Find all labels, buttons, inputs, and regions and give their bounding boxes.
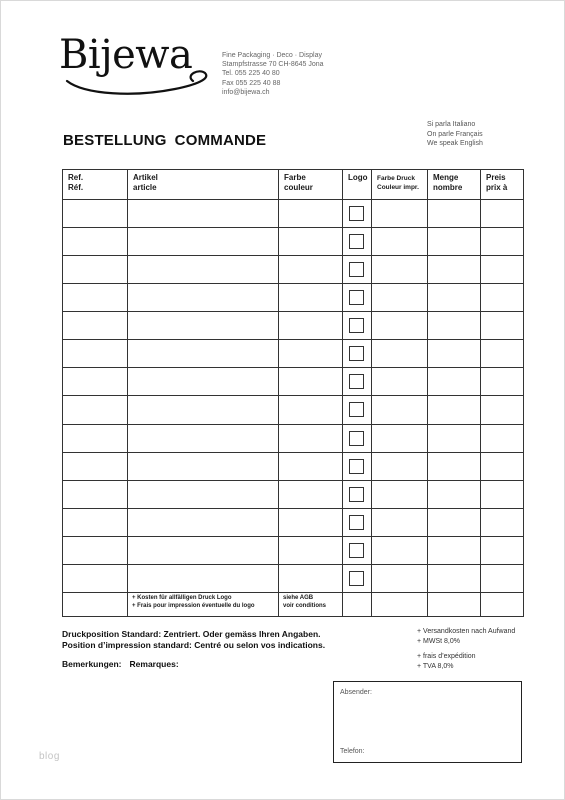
footer-logo-cell [343, 593, 372, 617]
quantity-cell[interactable] [428, 200, 481, 228]
footer-ref-cell [63, 593, 128, 617]
cost-shipping-fr: + frais d’expédition [417, 653, 476, 660]
article-cell[interactable] [128, 256, 279, 284]
logo-cell [343, 396, 372, 424]
sender-box[interactable] [333, 681, 522, 763]
quantity-cell[interactable] [428, 256, 481, 284]
company-tagline: Fine Packaging · Deco · Display [222, 52, 322, 59]
logo-cell [343, 340, 372, 368]
additional-costs [417, 627, 515, 671]
footer-price-cell [481, 593, 524, 617]
article-cell[interactable] [128, 228, 279, 256]
article-cell[interactable] [128, 480, 279, 508]
ref-cell[interactable] [63, 284, 128, 312]
ref-cell[interactable] [63, 340, 128, 368]
price-cell[interactable] [481, 340, 524, 368]
print-color-cell[interactable] [372, 480, 428, 508]
price-cell[interactable] [481, 284, 524, 312]
title-french: COMMANDE [174, 132, 267, 149]
logo-checkbox[interactable] [349, 515, 364, 530]
quantity-cell[interactable] [428, 452, 481, 480]
price-cell[interactable] [481, 396, 524, 424]
price-cell[interactable] [481, 228, 524, 256]
footer-logo-cost-note: + Kosten für allfälligen Druck Logo + Frais pour impression éventuelle du logo [128, 593, 279, 617]
table-row [63, 452, 524, 480]
print-color-cell[interactable] [372, 508, 428, 536]
quantity-cell[interactable] [428, 396, 481, 424]
table-row [63, 536, 524, 564]
print-color-cell[interactable] [372, 312, 428, 340]
color-cell[interactable] [279, 480, 343, 508]
logo-checkbox[interactable] [349, 290, 364, 305]
header-print-color: Farbe Druck Couleur impr. [372, 170, 428, 200]
language-french: On parle Français [427, 130, 483, 138]
color-cell[interactable] [279, 200, 343, 228]
company-phone: Tel. 055 225 40 80 [222, 70, 280, 78]
ref-cell[interactable] [63, 480, 128, 508]
logo-cell [343, 256, 372, 284]
logo-cell [343, 536, 372, 564]
ref-cell[interactable] [63, 368, 128, 396]
color-cell[interactable] [279, 564, 343, 592]
header-ref: Ref. Réf. [63, 170, 128, 200]
logo-checkbox[interactable] [349, 234, 364, 249]
ref-cell[interactable] [63, 228, 128, 256]
article-cell[interactable] [128, 284, 279, 312]
color-cell[interactable] [279, 228, 343, 256]
remarks-label: Bemerkungen: Remarques: [62, 659, 179, 669]
article-cell[interactable] [128, 200, 279, 228]
phone-label: Telefon: [340, 748, 365, 755]
logo-checkbox[interactable] [349, 206, 364, 221]
cost-shipping-de: + Versandkosten nach Aufwand [417, 628, 516, 635]
color-cell[interactable] [279, 508, 343, 536]
ref-cell[interactable] [63, 564, 128, 592]
price-cell[interactable] [481, 536, 524, 564]
price-cell[interactable] [481, 368, 524, 396]
table-row [63, 284, 524, 312]
logo-cell [343, 508, 372, 536]
table-row [63, 396, 524, 424]
languages-spoken [427, 120, 483, 149]
header-article: Artikel article [128, 170, 279, 200]
logo-cell [343, 368, 372, 396]
color-cell[interactable] [279, 452, 343, 480]
table-row [63, 424, 524, 452]
article-cell[interactable] [128, 424, 279, 452]
logo-checkbox[interactable] [349, 262, 364, 277]
logo-swash-graphic [65, 67, 213, 97]
page-title [63, 132, 266, 149]
print-color-cell[interactable] [372, 256, 428, 284]
table-row [63, 340, 524, 368]
quantity-cell[interactable] [428, 312, 481, 340]
color-cell[interactable] [279, 312, 343, 340]
sender-label: Absender: [340, 689, 372, 696]
logo-checkbox[interactable] [349, 431, 364, 446]
logo-checkbox[interactable] [349, 318, 364, 333]
header-logo: Logo [343, 170, 372, 200]
print-color-cell[interactable] [372, 368, 428, 396]
logo-cell [343, 480, 372, 508]
table-row [63, 508, 524, 536]
company-fax: Fax 055 225 40 88 [222, 79, 281, 87]
logo-cell [343, 228, 372, 256]
article-cell[interactable] [128, 340, 279, 368]
article-cell[interactable] [128, 564, 279, 592]
print-position-note-german: Druckposition Standard: Zentriert. Oder gemäss Ihren Angaben. [62, 629, 321, 639]
logo-cell [343, 200, 372, 228]
logo-checkbox[interactable] [349, 571, 364, 586]
article-cell[interactable] [128, 452, 279, 480]
ref-cell[interactable] [63, 396, 128, 424]
color-cell[interactable] [279, 536, 343, 564]
ref-cell[interactable] [63, 312, 128, 340]
table-row [63, 480, 524, 508]
price-cell[interactable] [481, 508, 524, 536]
print-position-notes [62, 629, 325, 651]
price-cell[interactable] [481, 452, 524, 480]
ref-cell[interactable] [63, 536, 128, 564]
article-cell[interactable] [128, 508, 279, 536]
color-cell[interactable] [279, 284, 343, 312]
cost-vat-fr: + TVA 8,0% [417, 662, 454, 670]
price-cell[interactable] [481, 312, 524, 340]
header-price: Preis prix à [481, 170, 524, 200]
article-cell[interactable] [128, 368, 279, 396]
table-row [63, 228, 524, 256]
logo-checkbox[interactable] [349, 346, 364, 361]
table-footer-row [63, 593, 524, 617]
article-cell[interactable] [128, 396, 279, 424]
price-cell[interactable] [481, 200, 524, 228]
footer-agb-note: siehe AGB voir conditions [279, 593, 343, 617]
header-color: Farbe couleur [279, 170, 343, 200]
header-quantity: Menge nombre [428, 170, 481, 200]
print-color-cell[interactable] [372, 228, 428, 256]
table-row [63, 368, 524, 396]
quantity-cell[interactable] [428, 564, 481, 592]
quantity-cell[interactable] [428, 508, 481, 536]
article-cell[interactable] [128, 312, 279, 340]
quantity-cell[interactable] [428, 536, 481, 564]
table-row [63, 312, 524, 340]
table-row [63, 564, 524, 592]
logo-cell [343, 424, 372, 452]
quantity-cell[interactable] [428, 424, 481, 452]
title-german: BESTELLUNG [63, 132, 167, 149]
ref-cell[interactable] [63, 508, 128, 536]
quantity-cell[interactable] [428, 228, 481, 256]
language-english: We speak English [427, 140, 483, 147]
footer-print-color-cell [372, 593, 428, 617]
ref-cell[interactable] [63, 452, 128, 480]
ref-cell[interactable] [63, 256, 128, 284]
company-email: info@bijewa.ch [222, 88, 270, 96]
company-contact-block [222, 51, 324, 97]
logo-checkbox[interactable] [349, 543, 364, 558]
price-cell[interactable] [481, 256, 524, 284]
quantity-cell[interactable] [428, 368, 481, 396]
print-color-cell[interactable] [372, 564, 428, 592]
print-color-cell[interactable] [372, 200, 428, 228]
print-position-note-french: Position d’impression standard: Centré ou selon vos indications. [62, 640, 326, 650]
print-color-cell[interactable] [372, 424, 428, 452]
logo-cell [343, 284, 372, 312]
price-cell[interactable] [481, 424, 524, 452]
print-color-cell[interactable] [372, 284, 428, 312]
logo-cell [343, 312, 372, 340]
quantity-cell[interactable] [428, 480, 481, 508]
color-cell[interactable] [279, 424, 343, 452]
color-cell[interactable] [279, 340, 343, 368]
logo-cell [343, 564, 372, 592]
print-color-cell[interactable] [372, 452, 428, 480]
price-cell[interactable] [481, 564, 524, 592]
footer-quantity-cell [428, 593, 481, 617]
color-cell[interactable] [279, 256, 343, 284]
logo-checkbox[interactable] [349, 374, 364, 389]
color-cell[interactable] [279, 368, 343, 396]
logo-cell [343, 452, 372, 480]
language-italian: Si parla Italiano [427, 121, 476, 128]
price-cell[interactable] [481, 480, 524, 508]
logo-checkbox[interactable] [349, 459, 364, 474]
table-header-row [63, 170, 524, 200]
ref-cell[interactable] [63, 200, 128, 228]
watermark: blog [39, 751, 60, 762]
logo-checkbox[interactable] [349, 487, 364, 502]
company-address: Stampfstrasse 70 CH-8645 Jona [222, 61, 324, 69]
article-cell[interactable] [128, 536, 279, 564]
quantity-cell[interactable] [428, 340, 481, 368]
order-table [62, 169, 524, 617]
table-row [63, 200, 524, 228]
logo-checkbox[interactable] [349, 402, 364, 417]
quantity-cell[interactable] [428, 284, 481, 312]
company-logo: Bijewa [59, 32, 193, 78]
print-color-cell[interactable] [372, 340, 428, 368]
table-row [63, 256, 524, 284]
ref-cell[interactable] [63, 424, 128, 452]
cost-vat-de: + MWSt 8,0% [417, 637, 460, 645]
color-cell[interactable] [279, 396, 343, 424]
print-color-cell[interactable] [372, 536, 428, 564]
print-color-cell[interactable] [372, 396, 428, 424]
